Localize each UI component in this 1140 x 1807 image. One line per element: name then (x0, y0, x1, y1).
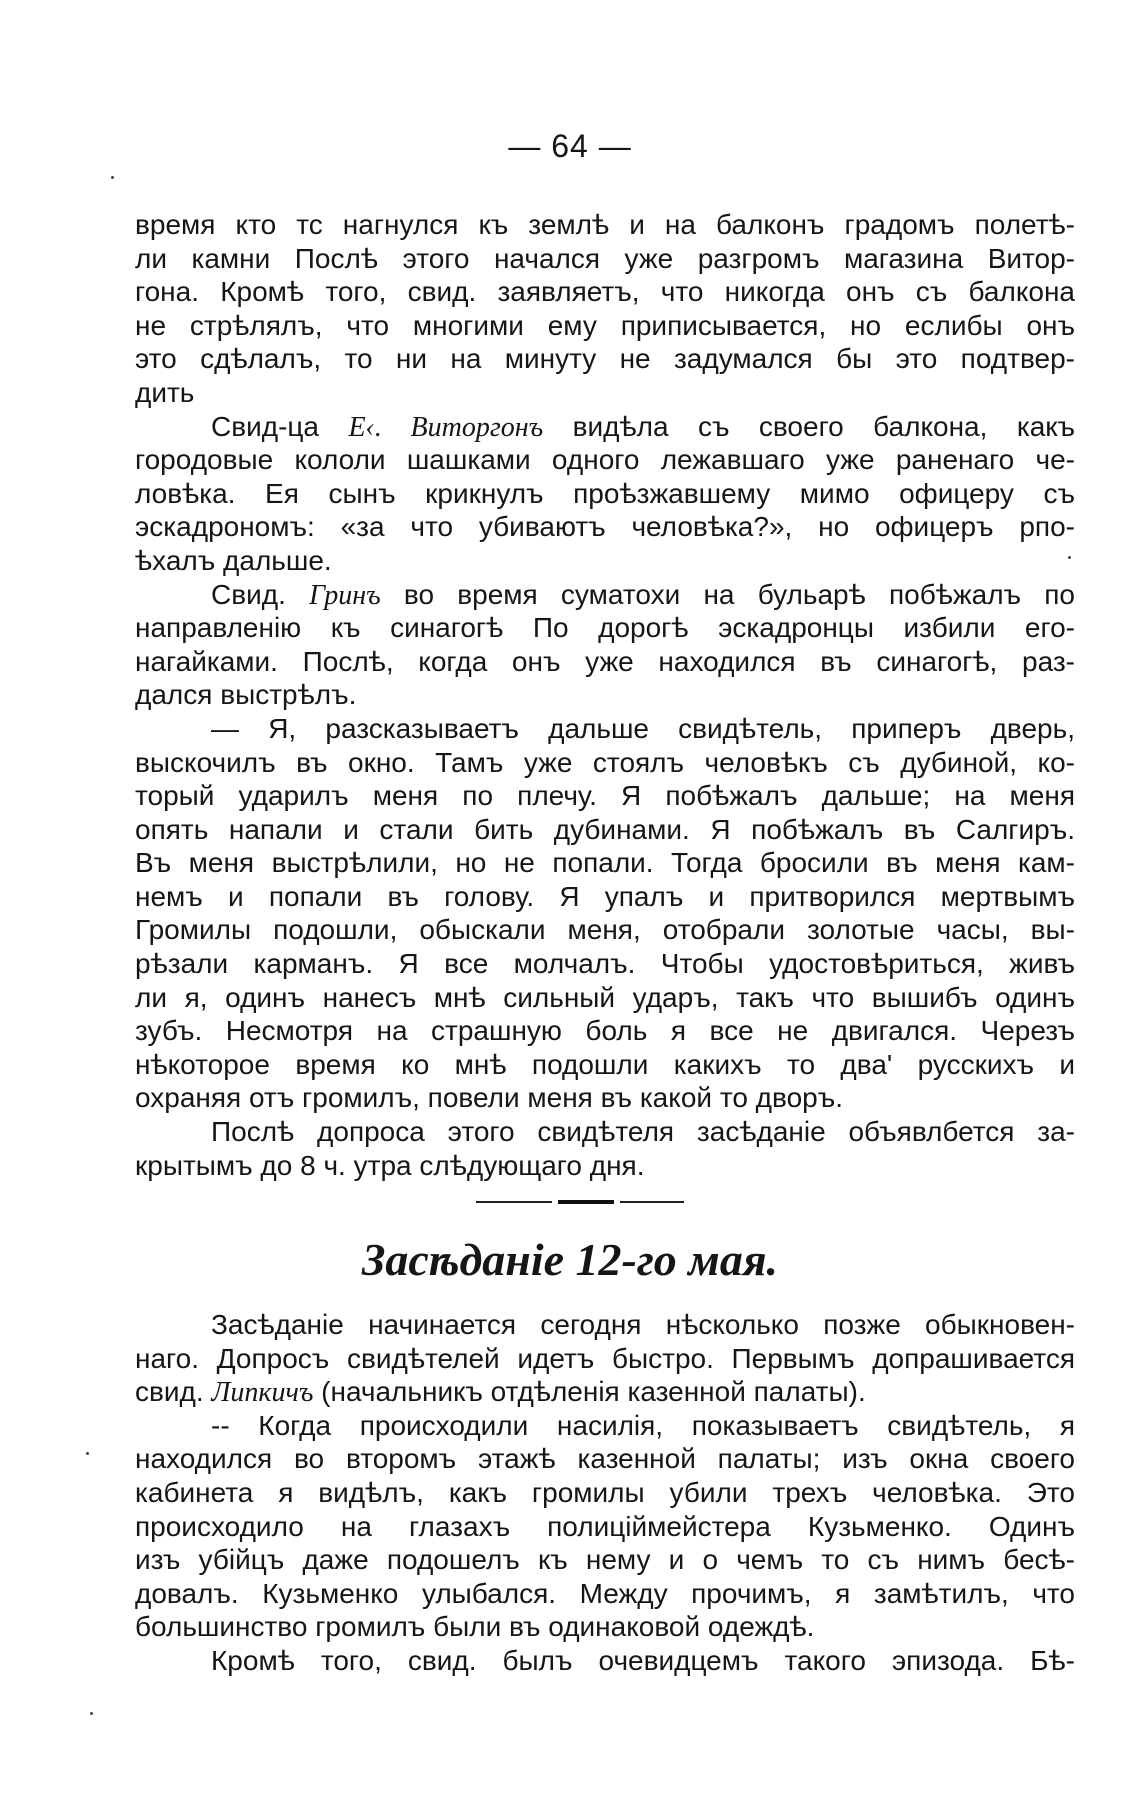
text-line: это сдѣлалъ, то ни на минуту не задумался бы это подтвер- (135, 343, 1075, 375)
text-line: -- Когда происходили насилія, показываетъ свидѣтель, я (211, 1409, 1075, 1441)
text-line: ли я, одинъ нанесъ мнѣ сильный ударъ, такъ что вышибъ одинъ (135, 981, 1075, 1013)
text-line: Кромѣ того, свид. былъ очевидцемъ такого эпизода. Бѣ- (211, 1644, 1075, 1676)
witness-prefix: Свид-ца (211, 410, 320, 442)
text-fragment: во время суматохи на бульарѣ побѣжалъ по (403, 578, 1076, 610)
text-line: большинство громилъ были въ одинаковой одеждѣ. (135, 1611, 815, 1643)
text-fragment: видѣла съ своего балкона, какъ (572, 410, 1076, 442)
text-line: происходило на глазахъ полицiймейстера Кузьменко. Одинъ (135, 1510, 1075, 1542)
text-line: эскадрономъ: «за что убиваютъ человѣка?», но офицеръ рпо- (135, 511, 1075, 543)
text-line: крытымъ до 8 ч. утра слѣдующаго дня. (135, 1149, 645, 1181)
text-line: кабинета я видѣлъ, какъ громилы убили трехъ человѣка. Это (135, 1476, 1075, 1508)
paragraph-first-line (135, 578, 1075, 612)
text-line: — Я, разсказываетъ дальше свидѣтель, приперъ дверь, (211, 712, 1075, 744)
text-line: находился во второмъ этажѣ казенной палаты; изъ окна своего (135, 1443, 1075, 1475)
text-line: Въ меня выстрѣлили, но не попали. Тогда бросили въ меня кам- (135, 847, 1075, 879)
section-heading: Засѣданіе 12-го мая. (361, 1234, 779, 1285)
text-line: время кто тс нагнулся къ землѣ и на балконъ градомъ полетѣ- (135, 209, 1075, 240)
text-line: охраняя отъ громилъ, повели меня въ какой то дворъ. (135, 1082, 843, 1114)
divider-rule-left (476, 1201, 552, 1203)
paragraph-last-line (135, 1375, 1075, 1409)
text-line: дался выстрѣлъ. (135, 679, 357, 711)
text-line: довалъ. Кузьменко улыбался. Между прочимъ, я замѣтилъ, что (135, 1577, 1075, 1609)
text-line: опять напали и стали бить дубинами. Я побѣжалъ въ Салгиръ. (135, 813, 1075, 845)
text-line: выскочилъ въ окно. Тамъ уже стоялъ человѣкъ съ дубиной, ко- (135, 746, 1075, 778)
text-line: дить (135, 376, 195, 408)
text-line: немъ и попали въ голову. Я упалъ и притворился мертвымъ (135, 880, 1075, 912)
witness-prefix: свид. (135, 1376, 204, 1408)
text-line: изъ убійцъ даже подошелъ къ нему и о чемъ то съ нимъ бесѣ- (135, 1544, 1075, 1576)
text-line: нагайками. Послѣ, когда онъ уже находился въ синагогѣ, раз- (135, 645, 1075, 677)
text-line: нѣкоторое время ко мнѣ подошли какихъ то два' русскихъ и (135, 1048, 1075, 1080)
paper-speck (90, 1712, 93, 1715)
text-line: не стрѣлялъ, что многими ему приписывается, но еслибы онъ (135, 309, 1075, 341)
text-column-top (135, 208, 1075, 1182)
text-fragment: (начальникъ отдѣленія казенной палаты). (321, 1376, 866, 1408)
text-line: Послѣ допроса этого свидѣтеля засѣданіе объявлбется за- (211, 1116, 1075, 1148)
text-line: ѣхалъ дальше. (135, 544, 332, 576)
text-line: торый ударилъ меня по плечу. Я побѣжалъ дальше; на меня (135, 780, 1075, 812)
text-line: направленію къ синагогѣ По дорогѣ эскадронцы избили его- (135, 612, 1075, 644)
text-line: Громилы подошли, обыскали меня, отобрали золотые часы, вы- (135, 914, 1075, 946)
witness-name: Липкичъ (211, 1377, 314, 1409)
text-column-bottom (135, 1308, 1075, 1678)
section-divider (476, 1198, 684, 1206)
text-line: ли камни Послѣ этого начался уже разгромъ магазина Витор- (135, 242, 1075, 274)
text-line: Засѣданіе начинается сегодня нѣсколько позже обыкновен- (211, 1309, 1075, 1340)
text-line: городовые кололи шашками одного лежавшаго уже раненаго че- (135, 444, 1075, 476)
divider-rule-right (620, 1201, 684, 1203)
text-line: наго. Допросъ свидѣтелей идетъ быстро. Первымъ допрашивается (135, 1342, 1075, 1374)
text-line: гона. Кромѣ того, свид. заявляетъ, что никогда онъ съ балкона (135, 276, 1075, 308)
text-line: зубъ. Несмотря на страшную боль я все не двигался. Черезъ (135, 1015, 1075, 1047)
paper-speck (111, 176, 114, 179)
text-line: рѣзали карманъ. Я все молчалъ. Чтобы удостовѣриться, живъ (135, 948, 1075, 980)
text-line: ловѣка. Ея сынъ крикнулъ проѣзжавшему мимо офицеру съ (135, 477, 1075, 509)
page-number: — 64 — (508, 128, 632, 164)
witness-name: Гринъ (309, 579, 381, 611)
witness-name: Е‹. Виторгонъ (348, 411, 544, 443)
paper-speck (86, 1452, 89, 1455)
divider-rule-middle (558, 1200, 614, 1204)
paper-speck (1068, 556, 1071, 559)
paragraph-first-line (135, 410, 1075, 444)
witness-prefix: Свид. (211, 578, 286, 610)
